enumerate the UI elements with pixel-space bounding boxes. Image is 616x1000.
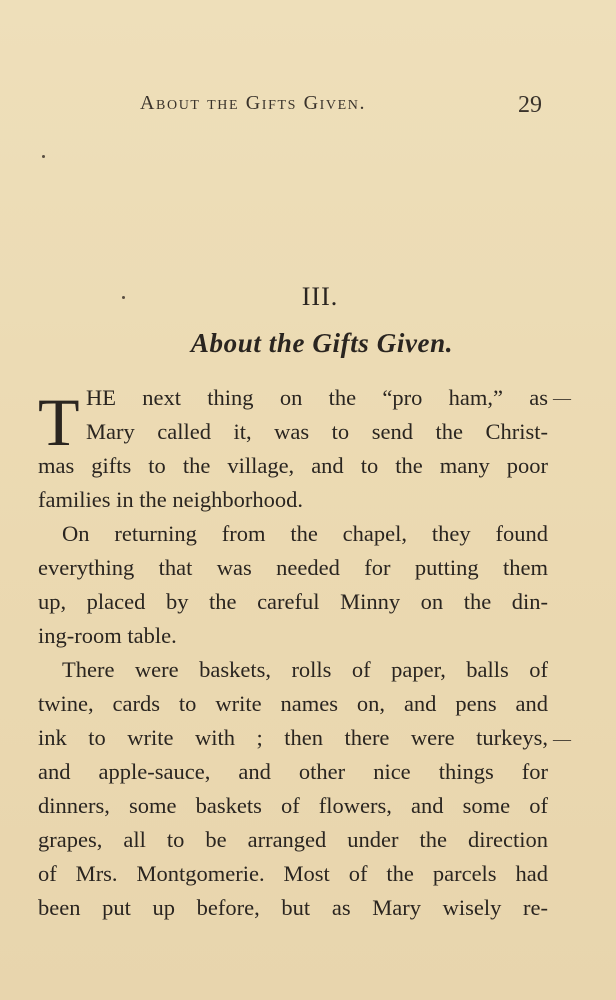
- text-line: up, placed by the careful Minny on the din-: [38, 589, 548, 614]
- margin-dash: —: [553, 388, 571, 408]
- text-line: HE next thing on the “pro ham,” as: [86, 385, 548, 410]
- text-line: On returning from the chapel, they found: [62, 521, 548, 546]
- text-line: been put up before, but as Mary wisely re-: [38, 895, 548, 920]
- text-line: ink to write with ; then there were turkeys,: [38, 725, 548, 750]
- text-line: everything that was needed for putting them: [38, 555, 548, 580]
- text-line: Mary called it, was to send the Christ-: [86, 419, 548, 444]
- text-line: families in the neighborhood.: [38, 487, 303, 512]
- text-line: of Mrs. Montgomerie. Most of the parcels had: [38, 861, 548, 886]
- text-line: There were baskets, rolls of paper, balls of: [62, 657, 548, 682]
- text-line: grapes, all to be arranged under the direction: [38, 827, 548, 852]
- margin-dash: —: [553, 729, 571, 749]
- text-line: and apple-sauce, and other nice things for: [38, 759, 548, 784]
- drop-cap: T: [38, 384, 80, 460]
- text-line: dinners, some baskets of flowers, and some of: [38, 793, 548, 818]
- text-line: twine, cards to write names on, and pens and: [38, 691, 548, 716]
- text-line: mas gifts to the village, and to the many poor: [38, 453, 548, 478]
- chapter-number: III.: [301, 282, 339, 311]
- running-head: About the Gifts Given.: [140, 92, 367, 114]
- page-number: 29: [518, 92, 542, 118]
- chapter-title: About the Gifts Given.: [190, 328, 454, 358]
- text-line: ing-room table.: [38, 623, 177, 648]
- ink-speck: [42, 155, 45, 158]
